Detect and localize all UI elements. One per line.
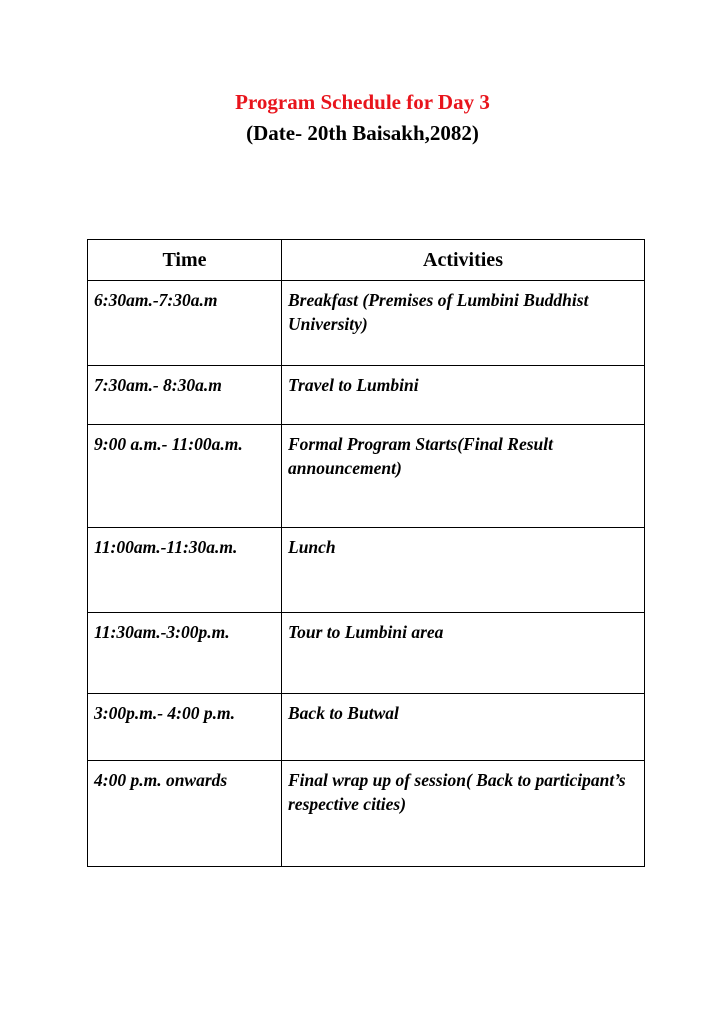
time-cell: 11:00am.-11:30a.m. <box>88 528 282 613</box>
time-cell: 4:00 p.m. onwards <box>88 761 282 867</box>
activities-column-header: Activities <box>282 240 645 281</box>
table-row <box>88 281 645 366</box>
time-cell: 9:00 a.m.- 11:00a.m. <box>88 425 282 528</box>
time-cell: 7:30am.- 8:30a.m <box>88 366 282 425</box>
document-date: (Date- 20th Baisakh,2082) <box>246 121 479 145</box>
schedule-table <box>87 239 645 867</box>
time-cell: 11:30am.-3:00p.m. <box>88 613 282 694</box>
table-header-row <box>88 240 645 281</box>
activity-cell: Back to Butwal <box>282 694 645 761</box>
table-row <box>88 694 645 761</box>
table-row <box>88 366 645 425</box>
activity-cell: Breakfast (Premises of Lumbini Buddhist University) <box>282 281 645 366</box>
table-row <box>88 761 645 867</box>
activity-cell: Lunch <box>282 528 645 613</box>
activity-cell: Formal Program Starts(Final Result announcement) <box>282 425 645 528</box>
time-column-header: Time <box>88 240 282 281</box>
activity-cell: Final wrap up of session( Back to participant’s respective cities) <box>282 761 645 867</box>
document-title: Program Schedule for Day 3 <box>235 90 490 114</box>
table-row <box>88 425 645 528</box>
table-row <box>88 613 645 694</box>
time-cell: 6:30am.-7:30a.m <box>88 281 282 366</box>
table-row <box>88 528 645 613</box>
activity-cell: Tour to Lumbini area <box>282 613 645 694</box>
activity-cell: Travel to Lumbini <box>282 366 645 425</box>
time-cell: 3:00p.m.- 4:00 p.m. <box>88 694 282 761</box>
